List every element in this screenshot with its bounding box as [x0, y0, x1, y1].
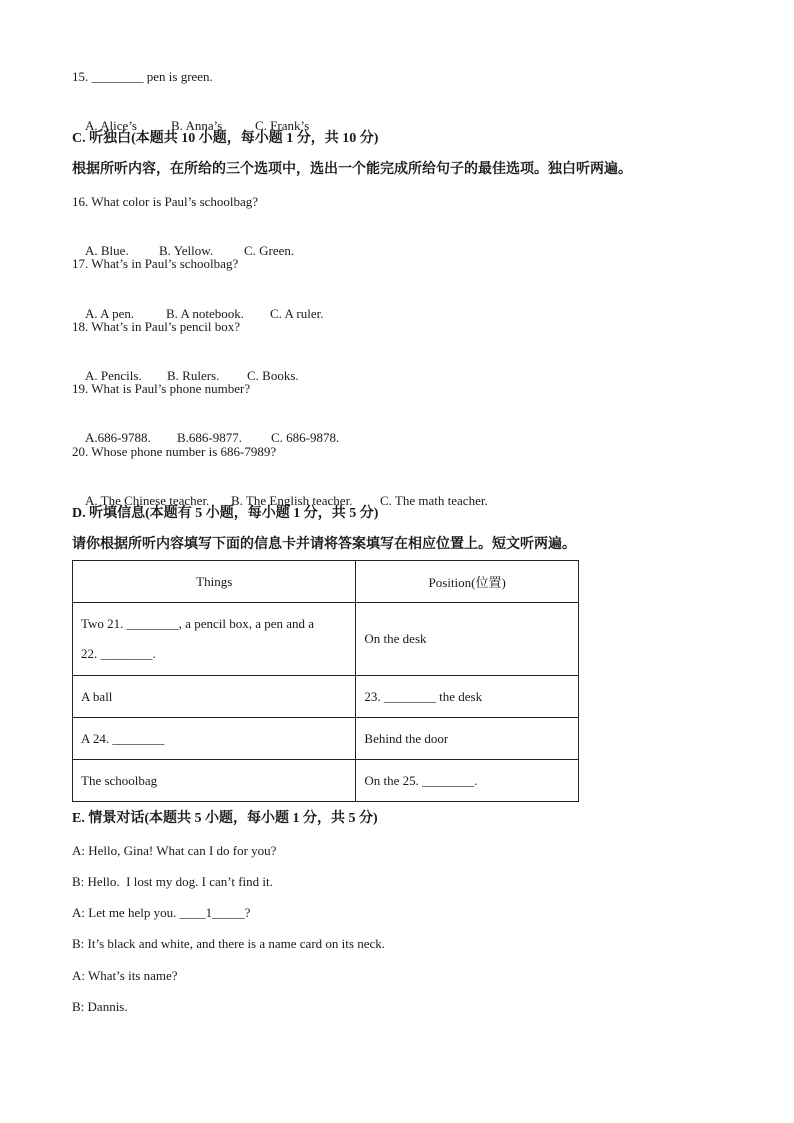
- option-b: B. Yellow.: [159, 243, 214, 258]
- option-c: C. Frank’s: [255, 118, 310, 133]
- option-c: C. A ruler.: [270, 306, 324, 321]
- table-row: [73, 676, 579, 718]
- option-a: A. Blue.: [85, 243, 129, 258]
- question-18: 18. What’s in Paul’s pencil box?: [72, 319, 241, 334]
- dialogue-line: B: Hello. I lost my dog. I can’t find it.: [72, 874, 273, 889]
- option-c: C. 686-9878.: [271, 430, 340, 445]
- question-17: 17. What’s in Paul’s schoolbag?: [72, 256, 239, 271]
- option-c: C. Books.: [247, 368, 299, 383]
- section-e-heading: E. 情景对话(本题共 5 小题，每小题 1 分，共 5 分): [72, 811, 378, 826]
- section-c-heading: C. 听独白(本题共 10 小题，每小题 1 分，共 10 分): [72, 131, 379, 146]
- info-card-table: [72, 560, 579, 802]
- things-cell: A 24. ________: [73, 718, 356, 760]
- option-b: B. A notebook.: [166, 306, 245, 321]
- dialogue-line: A: What’s its name?: [72, 968, 178, 983]
- things-cell: The schoolbag: [73, 760, 356, 802]
- table-header-row: [73, 561, 579, 603]
- question-19: 19. What is Paul’s phone number?: [72, 381, 251, 396]
- dialogue-line: A: Hello, Gina! What can I do for you?: [72, 843, 277, 858]
- dialogue-line: A: Let me help you. ____1_____?: [72, 905, 251, 920]
- table-row: [73, 760, 579, 802]
- things-cell: A ball: [73, 676, 356, 718]
- option-a: A. The Chinese teacher.: [85, 493, 210, 508]
- option-b: B. Rulers.: [167, 368, 220, 383]
- position-cell: 23. ________ the desk: [356, 676, 579, 718]
- things-line-2: 22. ________.: [81, 646, 156, 661]
- question-16: 16. What color is Paul’s schoolbag?: [72, 194, 259, 209]
- header-position: Position(位置): [356, 561, 579, 603]
- option-a: A.686-9788.: [85, 430, 151, 445]
- question-15: 15. ________ pen is green.: [72, 69, 213, 84]
- option-b: B. Anna’s: [171, 118, 223, 133]
- option-a: A. A pen.: [85, 306, 135, 321]
- option-c: C. Green.: [244, 243, 295, 258]
- question-20: 20. Whose phone number is 686-7989?: [72, 444, 277, 459]
- option-b: B.686-9877.: [177, 430, 242, 445]
- position-cell: On the 25. ________.: [356, 760, 579, 802]
- table-row: [73, 718, 579, 760]
- option-b: B. The English teacher.: [231, 493, 353, 508]
- position-cell: Behind the door: [356, 718, 579, 760]
- section-d-instruction: 请你根据所听内容填写下面的信息卡并请将答案填写在相应位置上。短文听两遍。: [72, 537, 576, 552]
- option-a: A. Alice’s: [85, 118, 137, 133]
- dialogue-line: B: It’s black and white, and there is a name card on its neck.: [72, 936, 385, 951]
- position-cell: On the desk: [356, 603, 579, 676]
- header-things: Things: [73, 561, 356, 603]
- things-cell: [73, 603, 356, 676]
- dialogue-line: B: Dannis.: [72, 999, 128, 1014]
- section-d-heading: D. 听填信息(本题有 5 小题，每小题 1 分，共 5 分): [72, 506, 379, 521]
- option-a: A. Pencils.: [85, 368, 142, 383]
- table-row: [73, 603, 579, 676]
- option-c: C. The math teacher.: [380, 493, 488, 508]
- section-c-instruction: 根据所听内容，在所给的三个选项中，选出一个能完成所给句子的最佳选项。独白听两遍。: [72, 162, 632, 177]
- things-line-1: Two 21. ________, a pencil box, a pen and a: [81, 616, 315, 631]
